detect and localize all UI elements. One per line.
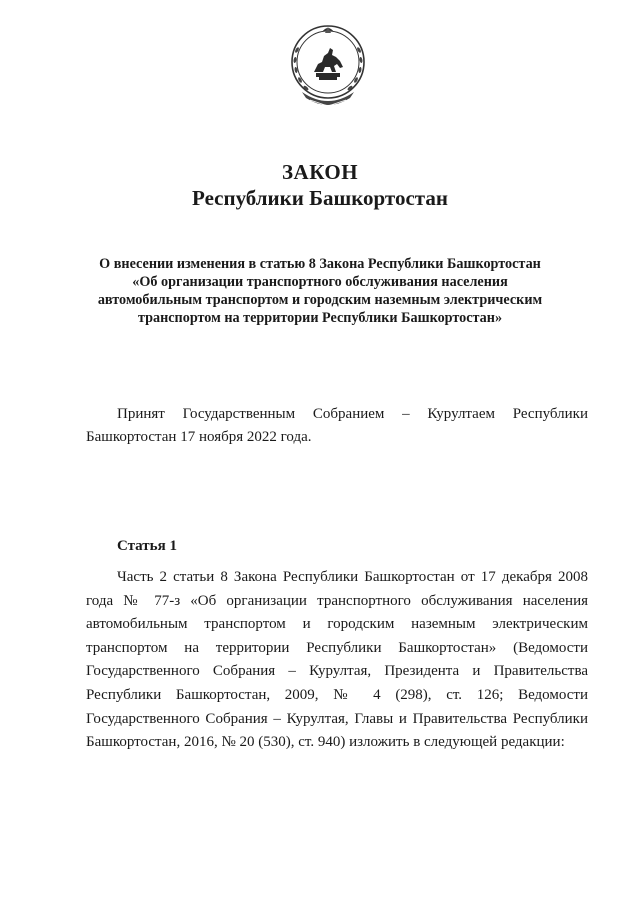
adoption-statement [86,403,588,449]
article-line: Башкортостан, 2016, № 20 (530), ст. 940) изложить в следующей редакции: [86,734,565,751]
article-line: Республики Башкортостан, 2009, № 4 (298), ст. 126; Ведомости [86,686,588,703]
article-line: транспортом на территории Республики Башкортостан» (Ведомости [86,639,588,656]
article-line: Государственного Собрания – Курултая, Главы и Правительства Республики [86,710,588,727]
coat-of-arms-icon [288,20,368,112]
law-title: ЗАКОН [281,160,359,184]
law-heading [60,255,580,327]
article-body [86,566,588,755]
law-subtitle: Республики Башкортостан [192,186,448,210]
heading-line: О внесении изменения в статью 8 Закона Республики Башкортостан [99,256,541,272]
article-line: года № 77-з «Об организации транспортного обслуживания населения [86,592,588,609]
heading-line: транспортом на территории Республики Башкортостан» [137,310,503,326]
adoption-line: Башкортостан 17 ноября 2022 года. [86,429,312,445]
adoption-line: Принят Государственным Собранием – Курултаем Республики [117,406,588,422]
article-line: автомобильным транспортом и городским наземным электрическим [86,616,588,633]
heading-line: автомобильным транспортом и городским наземным электрическим [97,292,543,308]
article-heading: Статья 1 [117,538,177,554]
article-line: Часть 2 статьи 8 Закона Республики Башкортостан от 17 декабря 2008 [117,569,588,585]
heading-line: «Об организации транспортного обслуживания населения [132,274,508,290]
article-line: Государственного Собрания – Курултая, Президента и Правительства [86,663,588,680]
coat-of-arms-emblem [288,20,368,112]
